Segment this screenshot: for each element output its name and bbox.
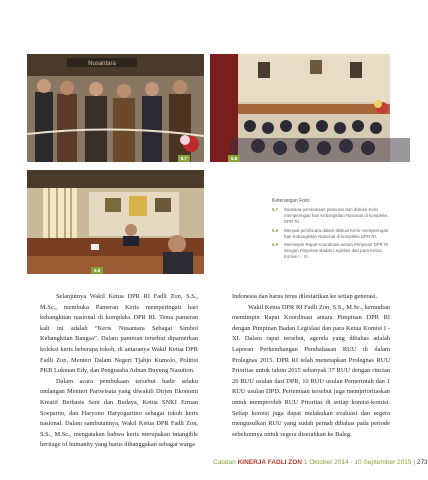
footer-separator: | [413, 459, 416, 466]
footer-prefix: Catatan [213, 459, 236, 466]
photo-leadership-table [27, 170, 204, 274]
caption-item [272, 207, 390, 226]
caption-text: Memimpin Rapat Koordinasi antara Pimpinan DPR RI dengan Pimpinan Badan Legislasi dan para Ketua Komisi I - XI. [284, 242, 389, 260]
footer-date-range: 1 Oktober 2014 - 10 September 2015 [303, 459, 412, 466]
caption-text: Suasana pembukaan pameran dan diskusi Keris memperingati hari Kebangkitan Nasional di kompleks DPR RI. [284, 207, 388, 225]
body-paragraph: Selanjutnya Wakil Ketua DPR RI Fadli Zon, S.S., M.Sc., membuka Pameran Keris memperingati hari kebangkitan nasional di kompleks DPR RI. Tema pameran kali ini adalah “Keris Nusantara Sebagai Simbol Kebangkitan Bangsa”. Dalam pameran tersebut dipamerkan koleksi keris beberapa tokoh, di antaranya Wakil Ketua DPR Fadli Zon, Menteri Dalam Negeri Tjahjo Kumolo, Politisi PKB Lukman Edy, dan Pengusaha Adnan Buyung Nasution. [40, 293, 198, 375]
body-column-left [40, 292, 198, 451]
photo-exhibition-opening [27, 54, 204, 162]
page-number: 273 [416, 459, 428, 466]
caption-number: 6.7 [272, 207, 279, 212]
photo-badge: 6.8 [228, 155, 240, 162]
body-paragraph: Dalam acara pembukaan tersebut hadir selaku undangan Menteri Pariwisata yang diwakili Dirjen Ekonomi Kreatif Berbasis Seni dan Budaya, Ketua SNKI Erman Soeparno, dan Haryono Haryoguritno sebagai tokoh keris nasional. Dalam sambutannya, Wakil Ketua DPR Fadli Zon, S.S., M.Sc., mengatakan bahwa keris merupakan intangible heritage of humanity yang harus dihanggakan sebagai warga [40, 377, 198, 449]
caption-number: 6.8 [272, 227, 279, 233]
caption-item [272, 228, 390, 240]
page-footer [213, 456, 428, 470]
photo-meeting-audience [210, 54, 390, 162]
exhibition-sign: Nusantara [88, 61, 116, 67]
leadership-scene [27, 170, 204, 274]
photo-badge: 6.7 [178, 155, 190, 162]
caption-title: Keterangan Foto: [272, 198, 311, 204]
body-column-right [232, 292, 390, 440]
caption-text: Menjadi pembicara dalam diskusi Keris memperingati hari Kebangkitan Nasional di kompleks DPR RI. [284, 227, 388, 239]
meeting-scene [210, 54, 390, 162]
caption-item [272, 242, 390, 261]
body-paragraph: Wakil Ketua DPR RI Fadli Zon, S.S., M.Sc., kemudian memimpin Rapat Koordinasi antara Pimpinan DPR RI dengan Pimpinan Badan Legislasi dan para Ketua Komisi I - XI. Dalam rapat tersebut, agenda yang dibahas adalah Laporan Perkembangan Pembahasan RUU di dalam Prolegnas 2015. DPR RI telah menetapkan Prolegnas RUU Prioritas untuk tahun 2015 sebanyak 37 RUU dengan rincian 26 RUU usulan dari DPR, 10 RUU usulan Pemerintah dan 1 RUU usulan DPD. Pertemuan tersebut juga memprioritaskan untuk memperoleh RUU Prioritas di setiap komisi-komisi. Setiap komisi juga dapat melakukan evaluasi dan segera mengusulkan RUU yang sudah pernah dibahas pada periode sebelumnya untuk segera diserahkan ke Baleg. [232, 303, 390, 438]
body-paragraph: Indonesia dan harus terus dilestarikan ke setiap generasi. [232, 293, 378, 300]
photo-badge: 6.9 [91, 267, 103, 274]
exhibition-scene [27, 54, 204, 162]
footer-brand: KINERJA FADLI ZON [237, 459, 302, 466]
photo-captions [272, 198, 390, 263]
caption-number: 6.9 [272, 242, 279, 248]
